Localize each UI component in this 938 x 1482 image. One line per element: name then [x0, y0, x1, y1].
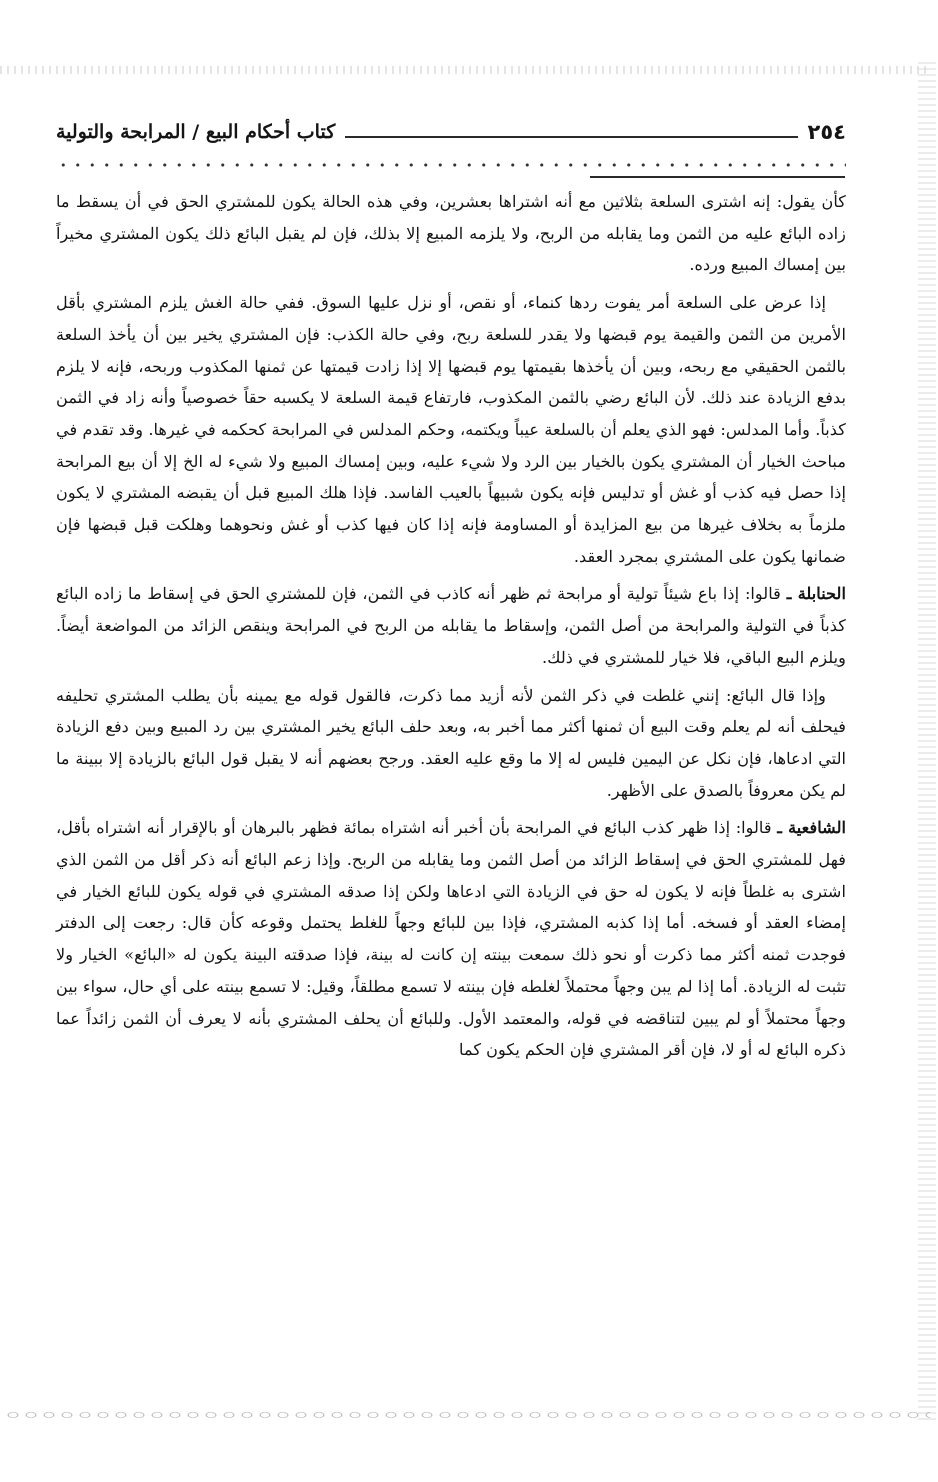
- paragraph: [56, 287, 846, 572]
- scan-noise-right: [918, 60, 936, 1420]
- paragraph-text: كأن يقول: إنه اشترى السلعة بثلاثين مع أنه اشتراها بعشرين، وفي هذه الحالة يكون للمشتري الحق في أن يسقط ما زاده البائع عليه من الثمن وما يقابله من الربح، ولا يلزمه المبيع إلا بذلك، فإن لم يقبل البائع ذلك يكون المشتري مخيراً بين إمساك المبيع ورده.: [56, 192, 846, 275]
- header-underline: [590, 176, 845, 178]
- paragraph-text: قالوا: إذا باع شيئاً تولية أو مرابحة ثم ظهر أنه كاذب في الثمن، فإن للمشتري الحق في إسقاط ما زاده البائع كذباً في التولية والمرابحة من أصل الثمن، وإسقاط ما يقابله من الربح في المرابحة وينقص الزائد من المواضعة أيضاً. ويلزم البيع الباقي، فلا خيار للمشتري في ذلك.: [56, 584, 846, 667]
- school-heading-shafii: الشافعية ـ: [777, 818, 846, 838]
- scan-noise-top: [0, 66, 930, 74]
- paragraph: [56, 680, 846, 807]
- running-title: كتاب أحكام البيع / المرابحة والتولية: [56, 121, 336, 143]
- paragraph: [56, 578, 846, 673]
- school-heading-hanbali: الحنابلة ـ: [786, 584, 846, 604]
- page-header: [56, 112, 846, 152]
- paragraph: [56, 186, 846, 281]
- paragraph: [56, 812, 846, 1066]
- dotted-divider: [56, 162, 846, 168]
- paragraph-text: قالوا: إذا ظهر كذب البائع في المرابحة بأن أخبر أنه اشتراه بمائة فظهر بالبرهان أو بالإقرار أنه اشتراه بأقل، فهل للمشتري الحق في إسقاط الزائد من أصل الثمن وما يقابله من الربح. وإذا زعم البائع أنه ذكر أقل من الثمن الذي اشترى به غلطاً فإنه لا يكون له حق في الزيادة التي ادعاها ولكن إذا صدقه المشتري في قوله يكون للبائع الخيار في إمضاء العقد أو فسخه. أما إذا كذبه المشتري، فإذا بين للبائع وجهاً للغلط يحتمل وقوعه كأن قال: رجعت إلى الدفتر فوجدت ثمنه أكثر مما ذكرت أو نحو ذلك سمعت بينته إن كانت له بينة، فإذا صدقته البينة يكون له «البائع» الخيار ولا تثبت له الزيادة. أما إذا لم يبن وجهاً محتملاً لغلطه فإن بينته لا تسمع مطلقاً، وقيل: لا تسمع بينته على أي حال، سواء بين وجهاً محتملاً أو لم يبين لتناقضه في قوله، والمعتمد الأول. وللبائع أن يحلف المشتري بأنه لا يعرف أن الثمن زائداً عما ذكره البائع له أو لا، فإن أقر المشتري فإن الحكم يكون كما: [56, 818, 846, 1060]
- paragraph-text: وإذا قال البائع: إنني غلطت في ذكر الثمن لأنه أزيد مما ذكرت، فالقول قوله مع يمينه بأن يطلب المشتري تحليفه فيحلف أنه لم يعلم وقت البيع أن ثمنها أكثر مما أخبر به، وبعد حلف البائع يخير المشتري بين رد المبيع وبين دفع الزيادة التي ادعاها، فإن نكل عن اليمين فليس له إلا ما وقع عليه العقد. ورجح بعضهم أنه لا يقبل قول البائع بالزيادة إلا ببينة ما لم يكن معروفاً بالصدق على الأظهر.: [56, 685, 846, 800]
- page-number: ٢٥٤: [807, 120, 846, 144]
- body-text: [56, 186, 846, 1066]
- paragraph-text: إذا عرض على السلعة أمر يفوت ردها كنماء، أو نقص، أو نزل عليها السوق. ففي حالة الغش يلزم المشتري بأقل الأمرين من الثمن والقيمة يوم قبضها ولا يقدر للسلعة ربح، وفي حالة الكذب: فإن المشتري يخير بين أن يأخذ السلعة بالثمن الحقيقي مع ربحه، وبين أن يأخذها بقيمتها يوم قبضها إلا إذا زادت قيمتها عن ثمنها المكذوب وربحه، فإنه لا يلزم بدفع الزيادة عند ذلك. لأن البائع رضي بالثمن المكذوب، فارتفاع قيمة السلعة لا يكسبه حقاً خصوصياً وأنه زاد في الثمن كذباً. وأما المدلس: فهو الذي يعلم أن بالسلعة عيباً ويكتمه، وحكم المدلس في المرابحة كحكمه في غيرها. وقد تقدم في مباحث الخيار أن المشتري يكون بالخيار بين الرد ولا شيء عليه، وبين إمساك المبيع ولا شيء له الخ إلا أن بيع المرابحة إذا حصل فيه كذب أو غش أو تدليس فإنه يكون شبيهاً بالعيب الفاسد. فإذا هلك المبيع قبل أن يقبضه المشتري لا يكون ملزماً به بخلاف غيرها من بيع المزايدة أو المساومة فإنه إذا كان فيها كذب أو غش ونحوهما وهلكت قبل قبضها فإن ضمانها يكون على المشتري بمجرد العقد.: [56, 293, 846, 566]
- decorative-border: [4, 1408, 930, 1422]
- header-rule: [345, 136, 797, 138]
